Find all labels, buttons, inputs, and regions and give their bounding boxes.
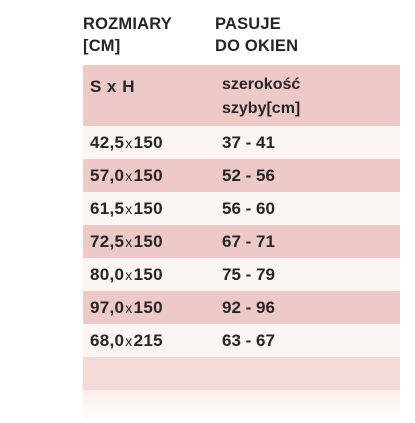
times-sign: x [125, 234, 133, 250]
fits-header-line2: DO OKIEN [215, 37, 299, 55]
fits-empty-band [215, 357, 400, 390]
sizes-label: S x H [90, 77, 136, 96]
size-width: 57,0 [90, 166, 125, 185]
fits-header-line1: PASUJE [215, 15, 281, 33]
size-width: 80,0 [90, 265, 125, 284]
fits-windows-column [215, 0, 400, 423]
sizes-header-line1: ROZMIARY [83, 15, 172, 33]
size-height: 150 [133, 232, 163, 251]
times-sign: x [125, 201, 133, 217]
times-sign: x [125, 333, 133, 349]
fit-range-row: 67 - 71 [215, 225, 400, 258]
size-height: 215 [133, 331, 163, 350]
times-sign: x [125, 300, 133, 316]
fit-range-row: 75 - 79 [215, 258, 400, 291]
fit-range-row: 37 - 41 [215, 126, 400, 159]
fits-label-line1: szerokość [222, 76, 301, 93]
size-width: 72,5 [90, 232, 125, 251]
times-sign: x [125, 267, 133, 283]
size-height: 150 [133, 265, 163, 284]
fits-label-band [215, 65, 400, 126]
fits-rows [215, 126, 400, 357]
size-width: 61,5 [90, 199, 125, 218]
times-sign: x [125, 135, 133, 151]
fits-fade-band [215, 390, 400, 423]
fit-range-row: 52 - 56 [215, 159, 400, 192]
fits-label-line2: szyby[cm] [222, 100, 301, 117]
size-height: 150 [133, 298, 163, 317]
times-sign: x [125, 168, 133, 184]
size-width: 97,0 [90, 298, 125, 317]
fit-range-row: 92 - 96 [215, 291, 400, 324]
fit-range-row: 56 - 60 [215, 192, 400, 225]
size-height: 150 [133, 166, 163, 185]
fit-range-row: 63 - 67 [215, 324, 400, 357]
size-height: 150 [133, 199, 163, 218]
size-width: 68,0 [90, 331, 125, 350]
sizes-header-line2: [CM] [83, 37, 121, 55]
size-height: 150 [133, 133, 163, 152]
size-width: 42,5 [90, 133, 125, 152]
fits-header [215, 0, 400, 60]
